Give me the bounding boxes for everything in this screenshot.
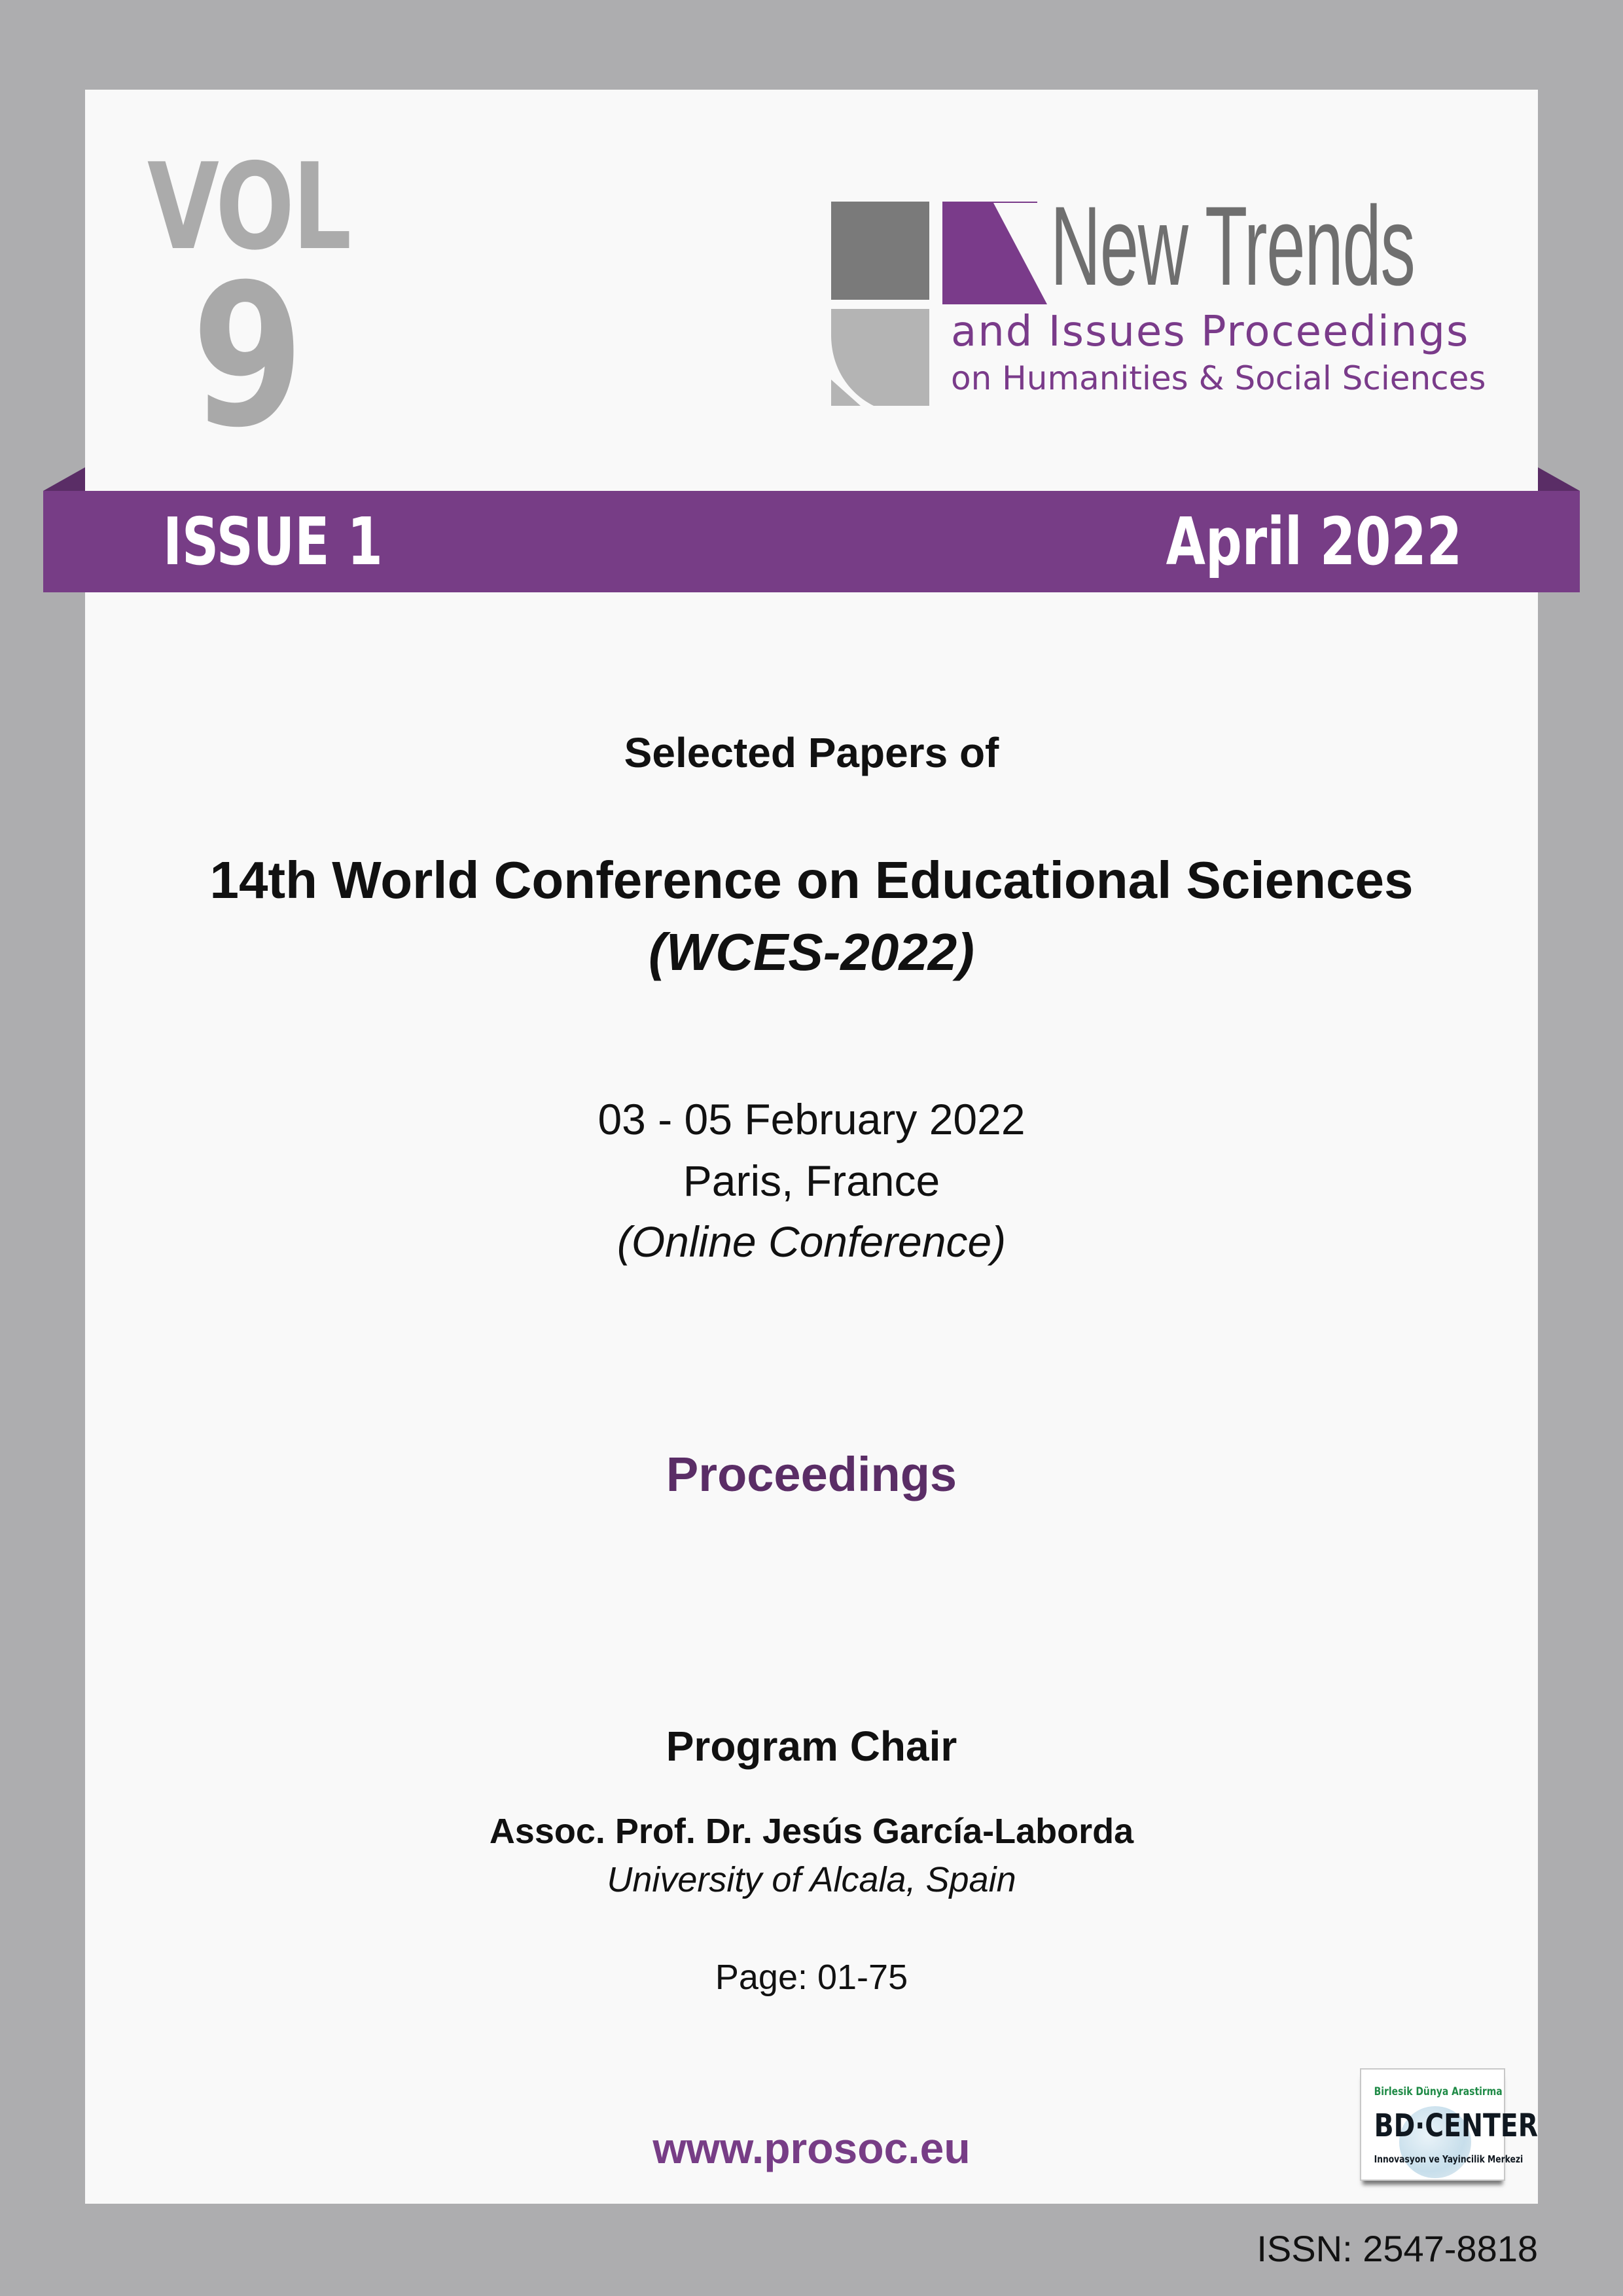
volume-block bbox=[147, 137, 363, 471]
ribbon-fold-left bbox=[43, 467, 85, 491]
issue-ribbon bbox=[43, 491, 1580, 592]
badge-bottom-text: Innovasyon ve Yayincilik Merkezi bbox=[1374, 2153, 1524, 2165]
logo-subtitle-2: on Humanities & Social Sciences bbox=[951, 359, 1486, 397]
bd-center-badge bbox=[1360, 2068, 1539, 2181]
volume-label: VOL bbox=[147, 137, 350, 276]
page-range: Page: 01-75 bbox=[715, 1958, 908, 1997]
conference-location: Paris, France bbox=[683, 1157, 940, 1205]
chair-name: Assoc. Prof. Dr. Jesús García-Laborda bbox=[489, 1812, 1134, 1851]
volume-number: 9 bbox=[192, 242, 304, 471]
badge-main-text: BD·CENTER bbox=[1374, 2108, 1539, 2144]
chair-heading: Program Chair bbox=[666, 1723, 957, 1770]
issue-date: April 2022 bbox=[1166, 503, 1462, 580]
conference-title: 14th World Conference on Educational Sciences bbox=[209, 851, 1414, 909]
chair-affiliation: University of Alcala, Spain bbox=[607, 1860, 1016, 1899]
journal-logo bbox=[831, 183, 1505, 412]
logo-subtitle-1: and Issues Proceedings bbox=[951, 308, 1470, 356]
publication-type: Proceedings bbox=[666, 1447, 957, 1501]
conference-abbreviation: (WCES-2022) bbox=[649, 923, 974, 981]
conference-format: (Online Conference) bbox=[616, 1217, 1007, 1266]
conference-dates: 03 - 05 February 2022 bbox=[597, 1095, 1026, 1143]
issue-label: ISSUE 1 bbox=[163, 503, 383, 580]
intro-text: Selected Papers of bbox=[624, 729, 999, 776]
ribbon-fold-right bbox=[1538, 467, 1580, 491]
badge-top-text: Birlesik Dünya Arastirma bbox=[1374, 2085, 1503, 2098]
logo-title: New Trends bbox=[1050, 183, 1415, 309]
website-link[interactable]: www.prosoc.eu bbox=[652, 2124, 971, 2172]
issn-number: ISSN: 2547-8818 bbox=[1257, 2228, 1538, 2269]
